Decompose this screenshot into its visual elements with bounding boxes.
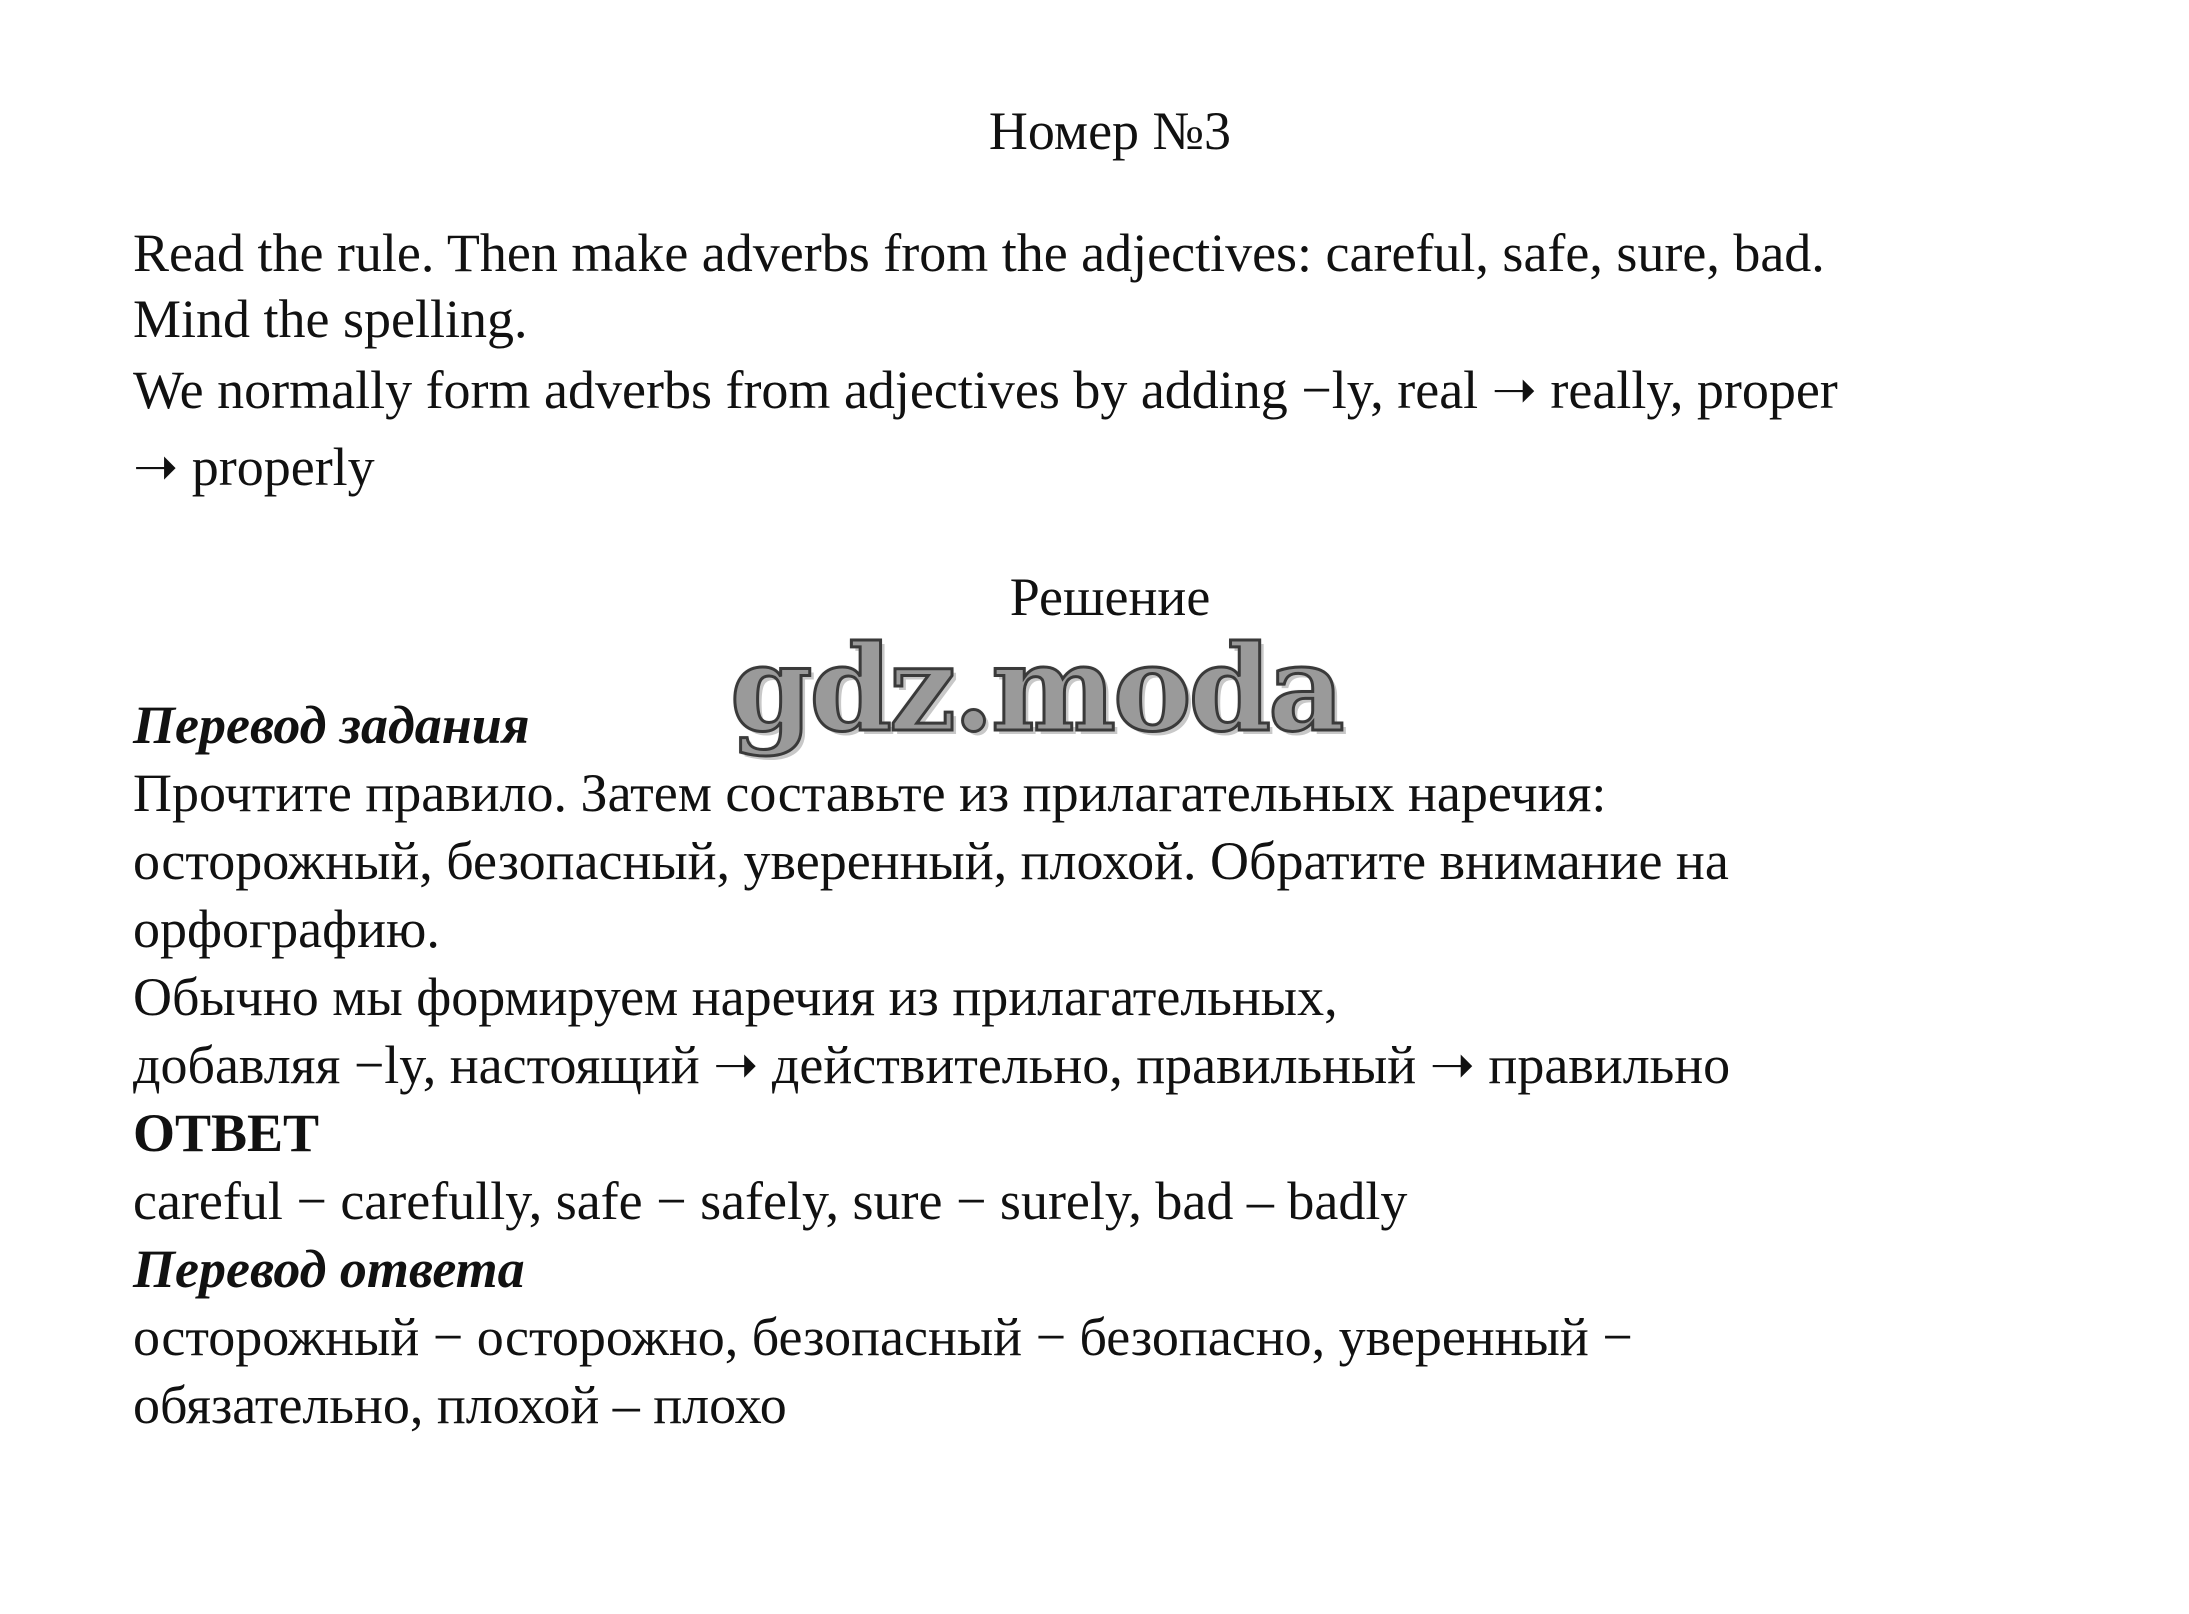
task-translation-line-4: Обычно мы формируем наречия из прилагательных, bbox=[133, 967, 1338, 1027]
task-translation-line-2: осторожный, безопасный, уверенный, плохой. Обратите внимание на bbox=[133, 831, 1729, 891]
answer-translation-heading: Перевод ответа bbox=[133, 1239, 525, 1299]
answer-line: careful − carefully, safe − safely, sure − surely, bad – badly bbox=[133, 1171, 1408, 1231]
task-translation-line-1: Прочтите правило. Затем составьте из прилагательных наречия: bbox=[133, 763, 1607, 823]
watermark-logo: gdz.moda bbox=[730, 619, 1342, 758]
task-translation-line-3: орфографию. bbox=[133, 899, 440, 959]
task-translation-line-5: добавляя −ly, настоящий ➝ действительно, правильный ➝ правильно bbox=[133, 1035, 1731, 1095]
page-heading: Номер №3 bbox=[988, 101, 1232, 161]
answer-heading: ОТВЕТ bbox=[133, 1103, 320, 1163]
task-line-4: ➝ properly bbox=[133, 437, 375, 497]
task-translation-heading: Перевод задания bbox=[133, 695, 530, 755]
solution-heading: Решение bbox=[1009, 567, 1211, 627]
task-line-2: Mind the spelling. bbox=[133, 289, 528, 349]
task-line-3: We normally form adverbs from adjectives by adding −ly, real ➝ really, proper bbox=[133, 360, 1838, 420]
answer-translation-line-2: обязательно, плохой – плохо bbox=[133, 1375, 787, 1435]
task-line-1: Read the rule. Then make adverbs from the adjectives: careful, safe, sure, bad. bbox=[133, 223, 1825, 283]
answer-translation-line-1: осторожный − осторожно, безопасный − безопасно, уверенный − bbox=[133, 1307, 1633, 1367]
